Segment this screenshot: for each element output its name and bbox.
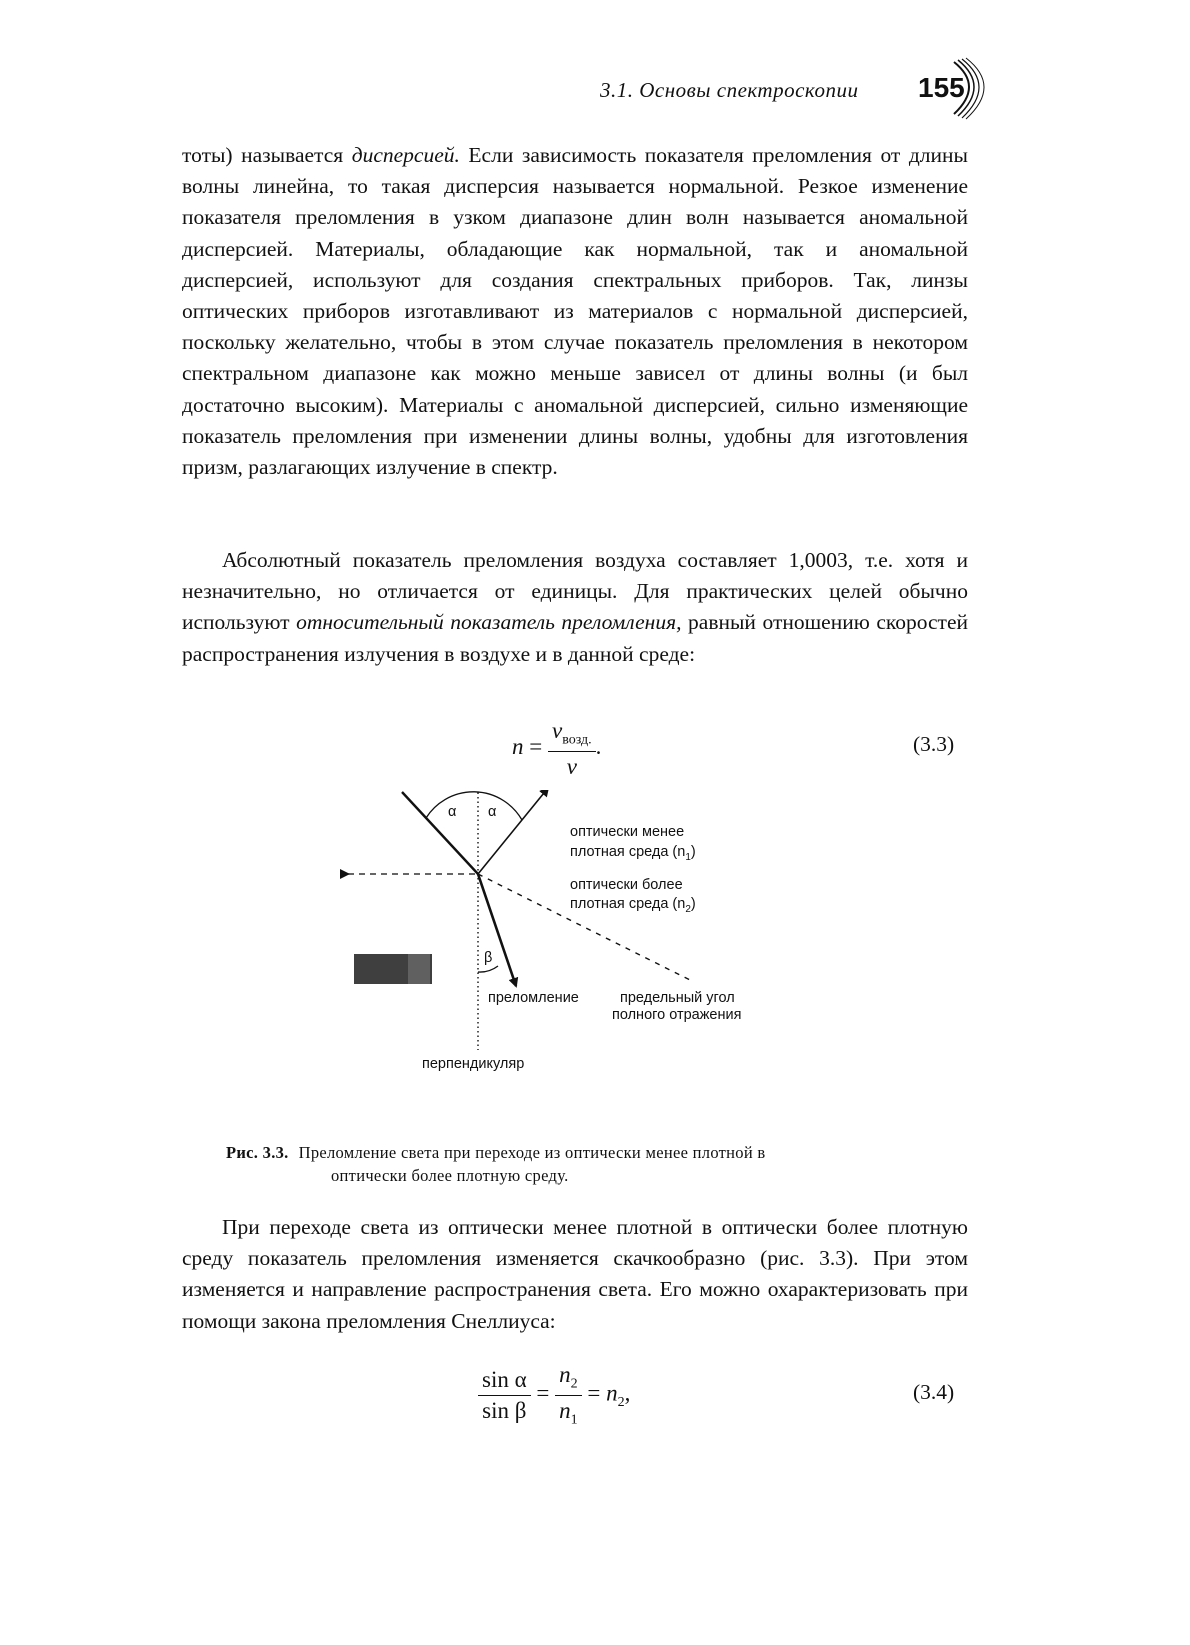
label-beta: β	[484, 950, 493, 966]
eq34-f2-den-sub: 1	[570, 1412, 578, 1428]
label-refraction: преломление	[488, 990, 579, 1006]
paragraph-relative-index	[182, 545, 968, 670]
eq33-equals: =	[529, 734, 543, 760]
eq34-trail: ,	[624, 1380, 631, 1406]
term-dispersion: дисперсией.	[351, 143, 460, 167]
label-normal: перпендикуляр	[422, 1056, 525, 1072]
label-medium1-line2	[570, 844, 696, 863]
eq34-rhs: n	[606, 1380, 618, 1406]
page-number: 155	[918, 72, 965, 103]
figure-caption	[226, 1141, 968, 1187]
eq33-denominator: v	[566, 753, 577, 779]
eq34-eq1: =	[536, 1380, 550, 1406]
caption-line1: Преломление света при переходе из оптически менее плотной в	[298, 1143, 766, 1162]
eq34-f1-den: sin β	[482, 1397, 527, 1423]
equation-3-4-number: (3.4)	[913, 1380, 955, 1404]
reflected-ray	[478, 790, 548, 874]
caption-head: Рис. 3.3.	[226, 1143, 289, 1162]
eq33-trail: .	[595, 734, 602, 760]
incident-ray	[402, 792, 478, 874]
p1-text-before: тоты) называется	[182, 143, 352, 167]
eq34-f2-den	[555, 1396, 582, 1429]
label-alpha-right: α	[488, 804, 497, 820]
label-critical-line2: полного отражения	[612, 1007, 742, 1023]
medium2-sub: 2	[685, 904, 691, 915]
eq34-rhs-sub: 2	[617, 1394, 625, 1410]
eq34-f2-den-var: n	[559, 1397, 571, 1423]
scan-smudge-edge	[408, 954, 430, 984]
paragraph-dispersion	[182, 140, 968, 483]
label-critical-line1: предельный угол	[620, 990, 735, 1006]
caption-line2: оптически более плотную среду.	[331, 1166, 569, 1185]
label-medium1-line1: оптически менее	[570, 824, 685, 840]
label-medium2-line1: оптически более	[570, 877, 683, 893]
medium1-text: плотная среда (n	[570, 844, 686, 860]
medium2-text: плотная среда (n	[570, 896, 686, 912]
beta-arc	[478, 966, 498, 972]
eq34-f1-num: sin α	[478, 1367, 531, 1396]
page-corner-decoration	[950, 56, 990, 120]
medium1-sub: 1	[685, 852, 691, 863]
equation-3-3-number: (3.3)	[913, 732, 955, 756]
eq33-fraction	[548, 718, 596, 780]
label-alpha-left: α	[448, 804, 457, 820]
eq34-f2-num	[555, 1362, 582, 1396]
eq33-num-var: v	[551, 718, 563, 743]
eq34-eq2: =	[587, 1380, 601, 1406]
eq34-fraction-2	[555, 1362, 582, 1428]
medium1-close: )	[690, 844, 696, 860]
label-medium2-line2	[570, 896, 696, 915]
p1-text-after: Если зависимость показателя преломления от длины волны линейна, то такая дисперсия называется нормальной. Резкое изменение показателя преломления в узком диапазоне длин волн называется аномальной дисперсией. Материалы, обладающие как нормальной, так и аномальной дисперсией, используют для создания спектральных приборов. Так, линзы оптических приборов изготавливают из материалов с нормальной дисперсией, поскольку желательно, чтобы в этом случае показатель преломления в некотором спектральном диапазоне как можно меньше зависел от длины волны (и был достаточно высоким). Материалы с аномальной дисперсией, сильно изменяющие показатель преломления при изменении длины волны, удобны для изготовления призм, разлагающих излучение в спектр.	[182, 143, 968, 480]
eq33-lhs: n	[512, 734, 524, 760]
running-title: 3.1. Основы спектроскопии	[600, 78, 859, 102]
alpha-arc	[426, 792, 522, 820]
paragraph-snell: При переходе света из оптически менее плотной в оптически более плотную среду показатель преломления изменяется скачкообразно (рис. 3.3). При этом изменяется и направление распространения света. Его можно охарактеризовать при помощи закона преломления Снеллиуса:	[182, 1215, 968, 1333]
medium2-close: )	[690, 896, 696, 912]
eq34-fraction-1	[478, 1367, 531, 1424]
eq33-num-sub: возд.	[562, 732, 592, 748]
eq34-f2-num-var: n	[559, 1362, 571, 1387]
term-relative-index: относительный показатель преломления,	[296, 610, 682, 635]
p2-text-after: равный отношению скоростей распространения излучения в воздухе и в данной среде:	[182, 610, 968, 666]
p2-text-before: Абсолютный показатель преломления воздуха составляет 1,0003, т.е. хотя и незначительно, но отличается от единицы. Для практических целей обычно используют	[182, 548, 968, 635]
equation-3-4	[478, 1362, 630, 1428]
equation-3-3	[512, 718, 601, 780]
eq34-f2-num-sub: 2	[570, 1376, 578, 1392]
eq33-numerator	[548, 718, 596, 752]
refraction-diagram	[330, 790, 810, 1140]
